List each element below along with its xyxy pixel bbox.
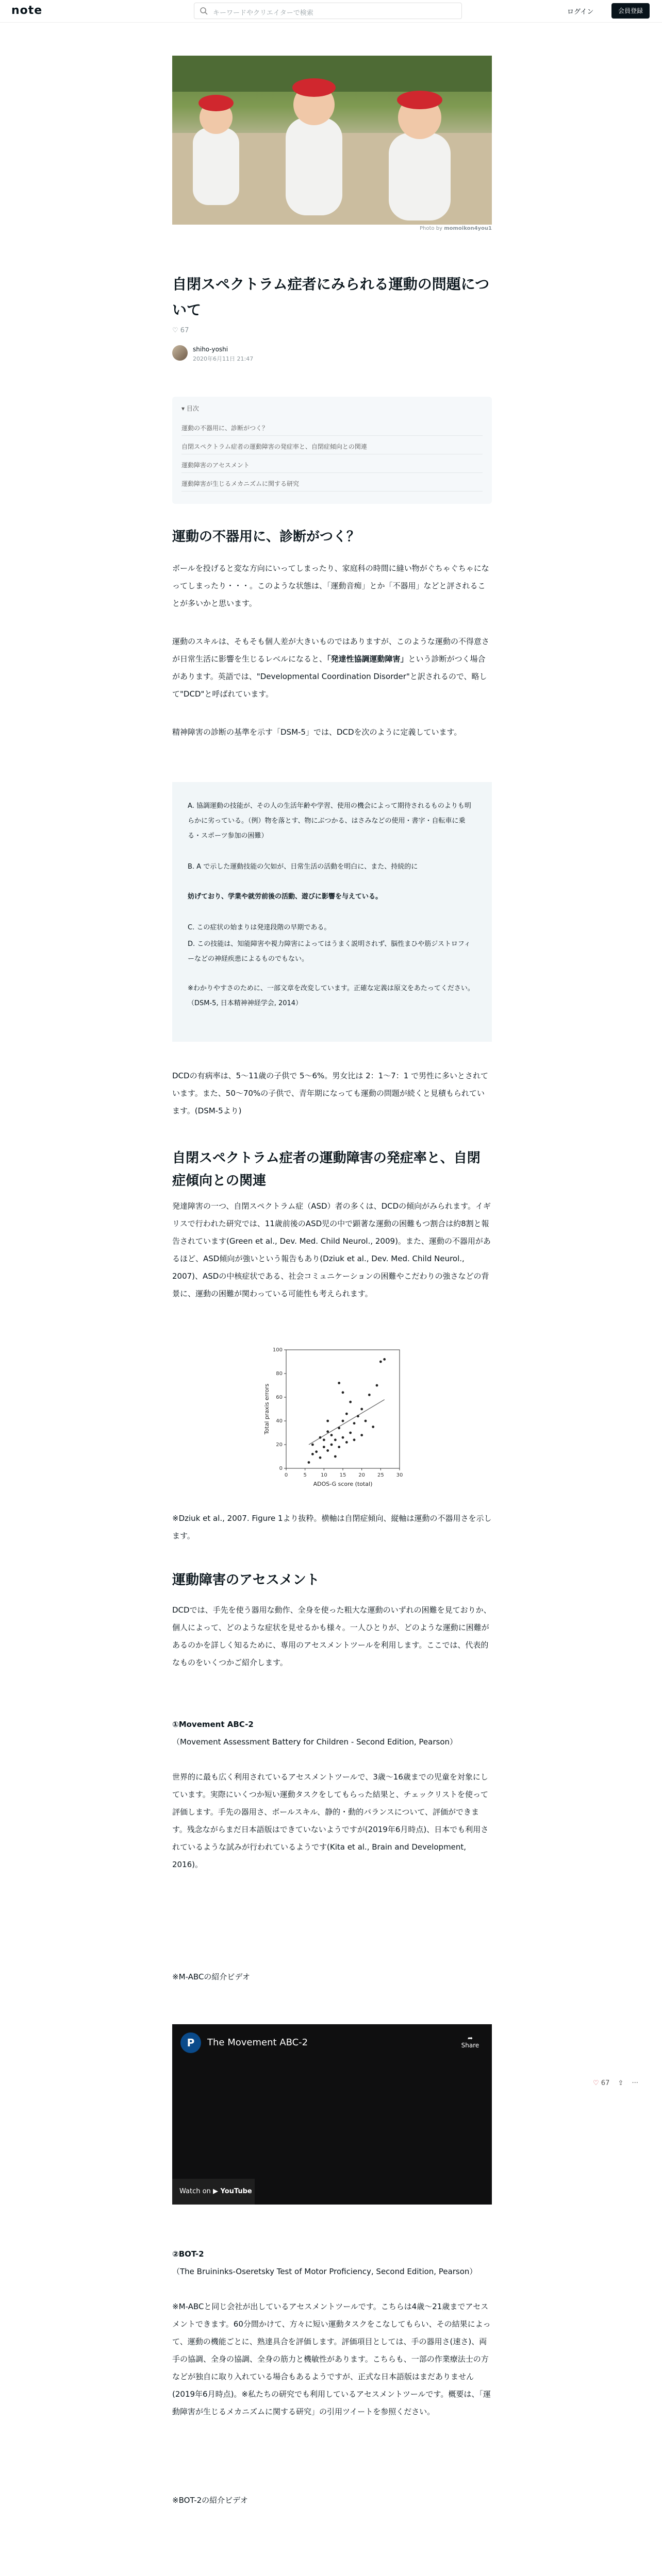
quote-note: ※わかりやすさのために、一部文章を改変しています。正確な定義は原文をあたってください。（DSM-5, 日本精神神経学会, 2014） [188, 985, 474, 1007]
data-point [311, 1453, 314, 1455]
data-point [334, 1438, 337, 1441]
x-tick-label: 30 [396, 1472, 403, 1478]
data-point [342, 1420, 344, 1422]
watch-on-youtube[interactable]: Watch on ▶ YouTube [172, 2179, 255, 2205]
data-point [353, 1422, 356, 1425]
site-header [0, 0, 662, 23]
video-label: ※M-ABCの紹介ビデオ [172, 1972, 251, 1981]
data-point [360, 1408, 363, 1411]
more-icon[interactable]: ··· [632, 2079, 638, 2087]
data-point [349, 1432, 352, 1434]
data-point [315, 1450, 318, 1453]
y-tick-label: 100 [272, 1347, 283, 1353]
data-point [353, 1438, 356, 1441]
data-point [323, 1446, 325, 1448]
heart-icon[interactable]: ♡ [593, 2079, 599, 2087]
tool-subtitle: （The Bruininks-Oseretsky Test of Motor Proficiency, Second Edition, Pearson） [172, 2267, 477, 2276]
login-link[interactable]: ログイン [567, 8, 594, 16]
data-point [376, 1384, 378, 1387]
data-point [319, 1436, 322, 1439]
x-tick-label: 20 [358, 1472, 366, 1478]
heart-icon[interactable]: ♡ [172, 327, 178, 334]
x-tick-label: 15 [339, 1472, 346, 1478]
data-point [345, 1413, 348, 1415]
data-point [342, 1391, 344, 1394]
paragraph: 発達障害の一つ、自閉スペクトラム症（ASD）者の多くは、DCDの傾向がみられます。イギリスで行われた研究では、11歳前後のASD児の中で顕著な運動の困難もつ割合は約8割と報告されています(Green et al., Dev. Med. Child Neurol., 2009)。また、運動の不器用があるほど、ASD傾向が強いという報告もあり(Dziuk et al., Dev. Med. Child Neurol., 2007)、ASDの中核症状である、社会コミュニケーションの困難やこだわりの強さなどの背景に、運動の困難が関わっている可能性も考えられます。 [172, 1201, 491, 1298]
author-name[interactable]: shiho-yoshi [193, 346, 228, 353]
floating-actions [593, 2079, 638, 2092]
toc-heading[interactable]: ▾ 目次 [181, 405, 199, 412]
data-point [345, 1441, 348, 1444]
toc-item[interactable]: 運動障害が生じるメカニズムに関する研究 [181, 479, 483, 492]
toc-item[interactable]: 運動障害のアセスメント [181, 461, 483, 473]
share-icon[interactable]: ⇪ [618, 2079, 624, 2087]
data-point [334, 1455, 337, 1458]
quote-line: B. A で示した運動技能の欠如が、日常生活の活動を明白に、また、持続的に [188, 863, 418, 871]
youtube-logo: ▶ YouTube [212, 2188, 252, 2195]
blockquote [172, 782, 492, 1042]
data-point [372, 1426, 374, 1428]
hero-illustration [172, 56, 492, 225]
x-tick-label: 25 [377, 1472, 384, 1478]
search-placeholder: キーワードやクリエイターで検索 [213, 9, 313, 17]
plot-frame [286, 1350, 400, 1468]
y-tick-label: 40 [276, 1418, 283, 1424]
quote-line: D. この技能は、知能障害や視力障害によってはうまく説明されず、脳性まひや筋ジストロフィーなどの神経疾患によるものでもない。 [188, 940, 471, 963]
section-heading: 運動の不器用に、診断がつく？ [172, 529, 360, 545]
avatar[interactable] [172, 345, 188, 361]
data-point [330, 1434, 333, 1436]
figure-caption: ※Dziuk et al., 2007. Figure 1より抜粋。横軸は自閉症傾向、縦軸は運動の不器用さを示します。 [172, 1514, 492, 1540]
tool-title: ②BOT-2 [172, 2249, 204, 2259]
y-tick-label: 80 [276, 1371, 283, 1377]
toc-item[interactable]: 自閉スペクトラム症者の運動障害の発症率と、自閉症傾向との関連 [181, 442, 483, 454]
data-point [349, 1401, 352, 1403]
tool-title: ①Movement ABC-2 [172, 1720, 254, 1729]
data-point [338, 1382, 340, 1384]
section-heading: 自閉スペクトラム症者の運動障害の発症率と、自閉症傾向との関連 [172, 1150, 481, 1189]
data-point [326, 1430, 329, 1433]
data-point [357, 1415, 359, 1417]
data-point [338, 1446, 340, 1448]
y-tick-label: 0 [279, 1466, 283, 1471]
x-tick-label: 5 [303, 1472, 307, 1478]
data-point [319, 1456, 322, 1459]
data-point [308, 1461, 310, 1464]
note-logo[interactable]: note [11, 4, 43, 17]
y-tick-label: 60 [276, 1395, 283, 1400]
x-tick-label: 0 [284, 1472, 288, 1478]
quote-line: C. この症状の始まりは発達段階の早期である。 [188, 924, 331, 931]
toc-item[interactable]: 運動の不器用に、診断がつく？ [181, 423, 483, 436]
paragraph: 精神障害の診断の基準を示す「DSM-5」では、DCDを次のように定義しています。 [172, 727, 462, 737]
quote-line: 妨げており、学業や就労前後の活動、遊びに影響を与えている。 [188, 893, 383, 901]
page-title: 自閉スペクトラム症者にみられる運動の問題について [172, 276, 490, 318]
video-embed[interactable] [172, 2024, 492, 2205]
paragraph: 運動のスキルは、そもそも個人差が大きいものではありますが、このような運動の不得意さが日常生活に影響を生じるレベルになると、「発達性協調運動障害」という診断がつく場合があります。英語では、"Developmental Coordination Disorder"と訳されるので、略して"DCD"と呼ばれています。 [172, 637, 489, 699]
hero-image [172, 56, 492, 225]
data-point [368, 1394, 371, 1396]
share-button[interactable]: ➦ Share [459, 2035, 482, 2049]
data-point [330, 1444, 333, 1446]
section-heading: 運動障害のアセスメント [172, 1572, 320, 1588]
data-point [326, 1449, 329, 1452]
paragraph: DCDでは、手先を使う器用な動作、全身を使った粗大な運動のいずれの困難を見ておりか、個人によって、どのような症状を見せるかも様々。一人ひとりが、どのような運動に困難があるのかを詳しく知るために、専用のアセスメントツールを利用します。ここでは、代表的なものをいくつかご紹介します。 [172, 1605, 491, 1667]
search-icon [200, 7, 208, 15]
floating-like-count: 67 [601, 2079, 610, 2087]
scatter-chart [260, 1340, 405, 1494]
paragraph: DCDの有病率は、5〜11歳の子供で 5〜6%。男女比は 2：1〜7：1 で男性に多いとされています。また、50〜70%の子供で、青年期になっても運動の問題が続くと見積もられています。(DSM-5より) [172, 1071, 489, 1115]
channel-avatar[interactable]: P [180, 2032, 201, 2053]
hero-credit-prefix: Photo by [420, 226, 444, 231]
paragraph: ボールを投げると変な方向にいってしまったり、家庭科の時間に縫い物がぐちゃぐちゃになってしまったり・・・。このような状態は、「運動音痴」とか「不器用」などと評されることが多いかと思います。 [172, 564, 489, 608]
signup-button[interactable]: 会員登録 [611, 3, 650, 19]
paragraph: 世界的に最も広く利用されているアセスメントツールで、3歳〜16歳までの児童を対象にしています。実際にいくつか短い運動タスクをしてもらった結果と、チェックリストを使って評価します。手先の器用さ、ボールスキル、静的・動的バランスについて、評価ができます。残念ながらまだ日本語版はできていないようですが(2019年6月時点)、日本でも利用されているような試みが行われているようです(Kita et al., Brain and Development, 2016)。 [172, 1772, 489, 1869]
data-point [311, 1444, 314, 1446]
video-label: ※BOT-2の紹介ビデオ [172, 2496, 248, 2505]
data-point [360, 1434, 363, 1436]
data-point [338, 1427, 340, 1429]
like-count-value: 67 [180, 327, 189, 334]
quote-line: A. 協調運動の技能が、その人の生活年齢や学習、使用の機会によって期待されるものよりも明らかに劣っている。（例）物を落とす、物にぶつかる、はさみなどの使用・書字・自転車に乗る・スポーツ参加の困難） [188, 802, 471, 840]
paragraph: ※M-ABCと同じ会社が出しているアセスメントツールです。こちらは4歳〜21歳までアセスメントできます。60分間かけて、方々に短い運動タスクをこなしてもらい、その結果によって、運動の機能ごとに、熟達具合を評価します。評価項目としては、手の器用さ(速さ)、両手の協調、全身の協調、全身の筋力と機敏性があります。こちらも、一部の作業療法士の方などが独自に取り入れている場合もあるようですが、正式な日本語版はまだありません(2019年6月時点)。※私たちの研究でも利用しているアセスメントツールです。概要は、「運動障害が生じるメカニズムに関する研究」の引用ツイートを参照ください。 [172, 2302, 491, 2416]
hero-credit [172, 226, 492, 231]
x-axis-label: ADOS-G score (total) [313, 1481, 373, 1487]
publish-date: 2020年6月11日 21:47 [193, 355, 254, 362]
y-tick-label: 20 [276, 1442, 283, 1448]
video-title[interactable]: The Movement ABC-2 [207, 2037, 308, 2048]
share-icon: ➦ [467, 2035, 473, 2042]
data-point [379, 1361, 382, 1363]
data-point [365, 1420, 367, 1422]
y-axis-label: Total praxis errors [263, 1383, 270, 1435]
data-point [326, 1420, 329, 1422]
tool-subtitle: （Movement Assessment Battery for Children - Second Edition, Pearson） [172, 1737, 458, 1747]
search-input[interactable] [194, 3, 462, 19]
data-point [383, 1358, 386, 1361]
hero-credit-name[interactable]: momoikon4you1 [444, 226, 492, 231]
data-point [323, 1438, 325, 1441]
data-point [342, 1436, 344, 1439]
x-tick-label: 10 [320, 1472, 327, 1478]
table-of-contents [172, 397, 492, 504]
like-count[interactable] [172, 327, 189, 334]
